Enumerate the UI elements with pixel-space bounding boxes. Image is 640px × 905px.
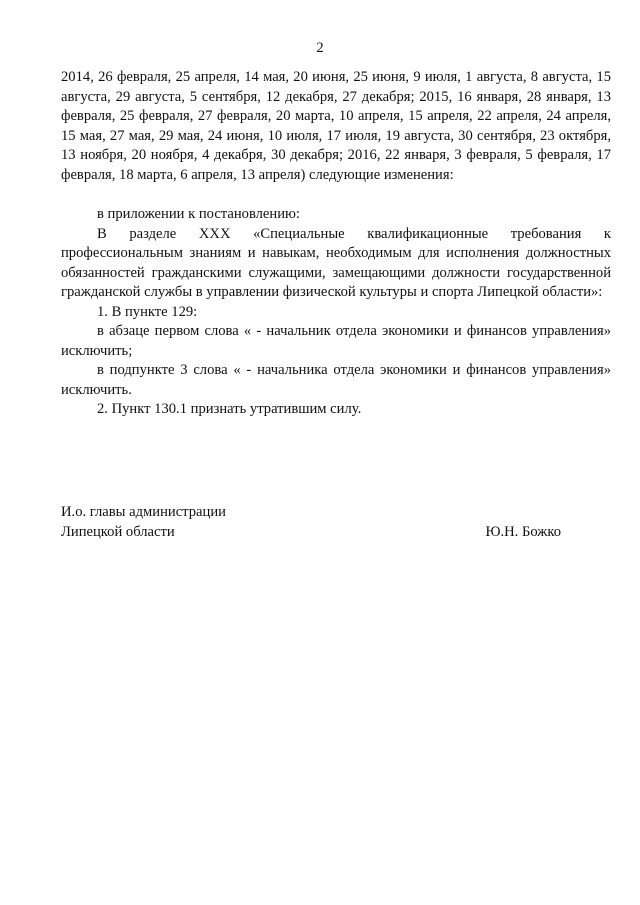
paragraph-first-abzac: в абзаце первом слова « - начальник отдела экономики и финансов управления» исключить; [61, 323, 611, 359]
paragraph-annex: в приложении к постановлению: [97, 206, 300, 222]
paragraph-dates-list: 2014, 26 февраля, 25 апреля, 14 мая, 20 июня, 25 июня, 9 июля, 1 августа, 8 августа, 15 августа, 29 августа, 5 сентября, 12 декабря, 27 декабря; 2015, 16 января, 28 января, 13 февраля, 25 февраля, 27 февраля, 20 марта, 10 апреля, 15 апреля, 22 апреля, 24 апреля, 15 мая, 27 мая, 29 мая, 24 июня, 10 июля, 17 июля, 19 августа, 30 сентября, 23 октября, 13 ноября, 20 ноября, 4 декабря, 30 декабря; 2016, 22 января, 3 февраля, 5 февраля, 17 февраля, 18 марта, 6 апреля, 13 апреля) следующие изменения: [61, 69, 611, 183]
paragraph-item-130-1: 2. Пункт 130.1 признать утратившим силу. [97, 401, 362, 417]
paragraph-section-xxx: В разделе XXX «Специальные квалификационные требования к профессиональным знаниям и навыкам, необходимым для исполнения должностных обязанностей гражданскими служащими, замещающими должности государственной гражданской службы в управлении физической культуры и спорта Липецкой области»: [61, 225, 611, 300]
signature-block [61, 503, 561, 542]
signature-title: И.о. главы администрации [61, 504, 226, 520]
document-body [61, 68, 611, 420]
paragraph-item-129: 1. В пункте 129: [97, 303, 198, 320]
signatory-name: Ю.Н. Божко [485, 523, 561, 540]
paragraph-subitem-3: в подпункте 3 слова « - начальника отдела экономики и финансов управления» исключить. [61, 362, 611, 398]
paragraph-spacer [61, 185, 611, 205]
page-number: 2 [316, 40, 324, 56]
signature-row [61, 523, 561, 543]
signature-region: Липецкой области [61, 523, 175, 540]
